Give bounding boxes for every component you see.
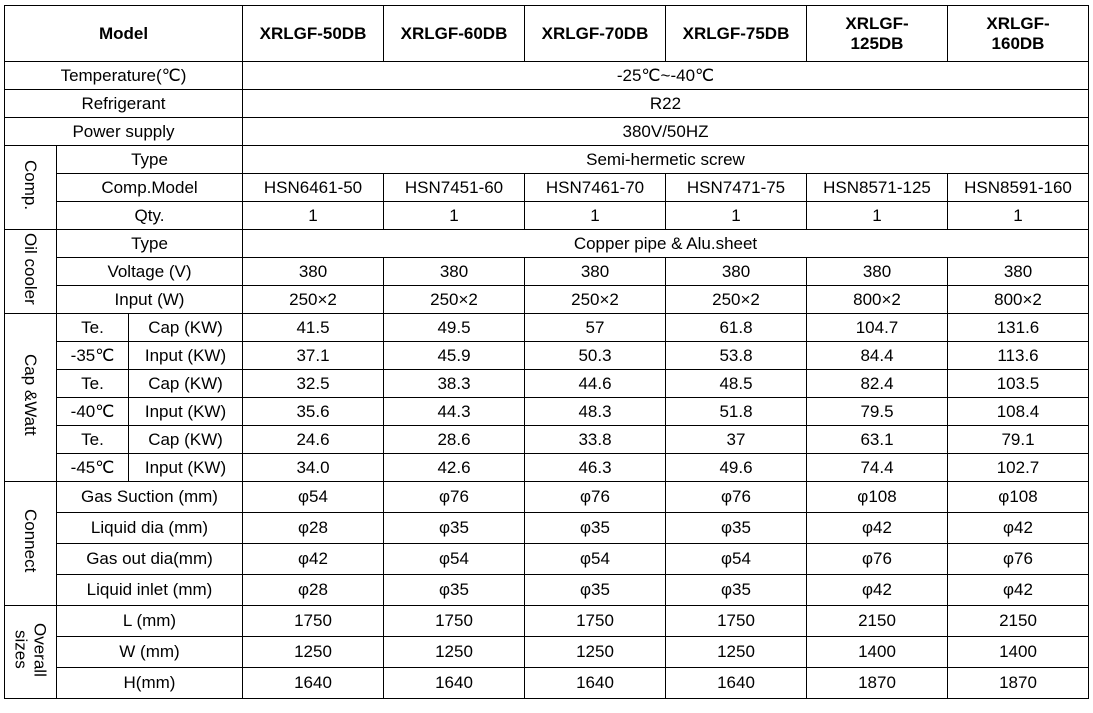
cell-value: HSN7461-70 <box>525 174 666 202</box>
row-label: Input (KW) <box>129 398 243 426</box>
cell-value: 1400 <box>948 637 1089 668</box>
row-label: Gas Suction (mm) <box>57 482 243 513</box>
cap-watt-group-label <box>5 314 57 482</box>
cell-value: 45.9 <box>384 342 525 370</box>
cell-value: 1 <box>525 202 666 230</box>
cell-value: φ76 <box>666 482 807 513</box>
cell-value: 102.7 <box>948 454 1089 482</box>
model-name: XRLGF-125DB <box>807 6 948 62</box>
cell-value: 48.5 <box>666 370 807 398</box>
table-row <box>5 482 1089 513</box>
table-row <box>5 146 1089 174</box>
cell-value: 63.1 <box>807 426 948 454</box>
cell-value: 1750 <box>525 606 666 637</box>
cell-value: 1750 <box>384 606 525 637</box>
te-temp: -40℃ <box>57 398 129 426</box>
cell-value: 79.1 <box>948 426 1089 454</box>
cell-value: 800×2 <box>807 286 948 314</box>
cell-value: HSN8571-125 <box>807 174 948 202</box>
cell-value: 74.4 <box>807 454 948 482</box>
cell-value: 1640 <box>243 668 384 699</box>
spec-table <box>4 5 1089 699</box>
row-label: Input (KW) <box>129 342 243 370</box>
te-temp: -35℃ <box>57 342 129 370</box>
cap-watt-group-text: Cap &Watt <box>21 354 40 436</box>
row-label: Voltage (V) <box>57 258 243 286</box>
cell-value: φ54 <box>525 544 666 575</box>
cell-value: 35.6 <box>243 398 384 426</box>
row-label: Liquid inlet (mm) <box>57 575 243 606</box>
cell-value: 51.8 <box>666 398 807 426</box>
table-row <box>5 314 1089 342</box>
cell-value: 250×2 <box>243 286 384 314</box>
model-name: XRLGF-160DB <box>948 6 1089 62</box>
cell-value: 800×2 <box>948 286 1089 314</box>
cell-value: 103.5 <box>948 370 1089 398</box>
header-row <box>5 6 1089 62</box>
row-label: Type <box>57 146 243 174</box>
cell-value: φ35 <box>525 513 666 544</box>
te-label: Te. <box>57 314 129 342</box>
row-label: Type <box>57 230 243 258</box>
cell-value: φ54 <box>243 482 384 513</box>
cell-value: 28.6 <box>384 426 525 454</box>
cell-value: 1 <box>384 202 525 230</box>
row-value: Copper pipe & Alu.sheet <box>243 230 1089 258</box>
row-value: 380V/50HZ <box>243 118 1089 146</box>
table-row <box>5 398 1089 426</box>
cell-value: 49.5 <box>384 314 525 342</box>
table-row <box>5 513 1089 544</box>
oil-cooler-group-label <box>5 230 57 314</box>
cell-value: 250×2 <box>666 286 807 314</box>
comp-group-label <box>5 146 57 230</box>
cell-value: 380 <box>948 258 1089 286</box>
cell-value: 84.4 <box>807 342 948 370</box>
table-row <box>5 174 1089 202</box>
table-row <box>5 230 1089 258</box>
cell-value: 1870 <box>948 668 1089 699</box>
cell-value: 1640 <box>384 668 525 699</box>
cell-value: φ76 <box>948 544 1089 575</box>
cell-value: 42.6 <box>384 454 525 482</box>
table-row <box>5 258 1089 286</box>
cell-value: 61.8 <box>666 314 807 342</box>
row-label: Refrigerant <box>5 90 243 118</box>
model-name: XRLGF-70DB <box>525 6 666 62</box>
cell-value: φ35 <box>384 513 525 544</box>
connect-group-label <box>5 482 57 606</box>
cell-value: φ42 <box>807 575 948 606</box>
table-row <box>5 202 1089 230</box>
cell-value: 53.8 <box>666 342 807 370</box>
cell-value: 82.4 <box>807 370 948 398</box>
cell-value: φ35 <box>666 575 807 606</box>
table-row <box>5 118 1089 146</box>
cell-value: 79.5 <box>807 398 948 426</box>
sizes-group-text: Overall sizes <box>11 622 50 677</box>
table-row <box>5 637 1089 668</box>
row-label: Liquid dia (mm) <box>57 513 243 544</box>
row-label: H(mm) <box>57 668 243 699</box>
cell-value: 380 <box>807 258 948 286</box>
cell-value: 250×2 <box>384 286 525 314</box>
cell-value: 1750 <box>243 606 384 637</box>
cell-value: 48.3 <box>525 398 666 426</box>
cell-value: φ35 <box>525 575 666 606</box>
te-label: Te. <box>57 370 129 398</box>
cell-value: 2150 <box>807 606 948 637</box>
cell-value: 104.7 <box>807 314 948 342</box>
cell-value: 1640 <box>525 668 666 699</box>
table-row <box>5 544 1089 575</box>
cell-value: 1 <box>807 202 948 230</box>
row-label: Input (KW) <box>129 454 243 482</box>
row-label: L (mm) <box>57 606 243 637</box>
cell-value: 49.6 <box>666 454 807 482</box>
cell-value: 44.6 <box>525 370 666 398</box>
cell-value: 46.3 <box>525 454 666 482</box>
te-label: Te. <box>57 426 129 454</box>
table-row <box>5 342 1089 370</box>
model-header: Model <box>5 6 243 62</box>
table-row <box>5 426 1089 454</box>
cell-value: 1400 <box>807 637 948 668</box>
row-label: W (mm) <box>57 637 243 668</box>
table-row <box>5 575 1089 606</box>
table-row <box>5 286 1089 314</box>
cell-value: φ42 <box>243 544 384 575</box>
cell-value: φ35 <box>666 513 807 544</box>
sizes-group-label <box>5 606 57 699</box>
table-row <box>5 668 1089 699</box>
cell-value: 1 <box>948 202 1089 230</box>
cell-value: HSN7471-75 <box>666 174 807 202</box>
cell-value: 1870 <box>807 668 948 699</box>
cell-value: φ28 <box>243 513 384 544</box>
cell-value: 24.6 <box>243 426 384 454</box>
cell-value: φ42 <box>948 513 1089 544</box>
table-row <box>5 370 1089 398</box>
row-label: Qty. <box>57 202 243 230</box>
cell-value: 1 <box>666 202 807 230</box>
table-row <box>5 62 1089 90</box>
table-row <box>5 606 1089 637</box>
cell-value: 41.5 <box>243 314 384 342</box>
cell-value: HSN6461-50 <box>243 174 384 202</box>
row-label: Comp.Model <box>57 174 243 202</box>
table-row <box>5 454 1089 482</box>
cell-value: φ108 <box>948 482 1089 513</box>
comp-group-text: Comp. <box>21 159 40 211</box>
cell-value: φ76 <box>807 544 948 575</box>
cell-value: 131.6 <box>948 314 1089 342</box>
te-temp: -45℃ <box>57 454 129 482</box>
connect-group-text: Connect <box>21 509 40 573</box>
table-row <box>5 90 1089 118</box>
row-label: Cap (KW) <box>129 426 243 454</box>
cell-value: φ42 <box>948 575 1089 606</box>
cell-value: 1250 <box>525 637 666 668</box>
cell-value: 44.3 <box>384 398 525 426</box>
row-label: Power supply <box>5 118 243 146</box>
cell-value: φ35 <box>384 575 525 606</box>
row-value: R22 <box>243 90 1089 118</box>
row-label: Gas out dia(mm) <box>57 544 243 575</box>
cell-value: 108.4 <box>948 398 1089 426</box>
row-label: Temperature(℃) <box>5 62 243 90</box>
model-name: XRLGF-50DB <box>243 6 384 62</box>
cell-value: 1250 <box>666 637 807 668</box>
cell-value: 2150 <box>948 606 1089 637</box>
cell-value: φ76 <box>525 482 666 513</box>
cell-value: 33.8 <box>525 426 666 454</box>
cell-value: 1640 <box>666 668 807 699</box>
model-name: XRLGF-75DB <box>666 6 807 62</box>
cell-value: 32.5 <box>243 370 384 398</box>
cell-value: 1750 <box>666 606 807 637</box>
cell-value: φ54 <box>384 544 525 575</box>
model-name: XRLGF-60DB <box>384 6 525 62</box>
row-value: -25℃~-40℃ <box>243 62 1089 90</box>
cell-value: 1250 <box>384 637 525 668</box>
cell-value: 1250 <box>243 637 384 668</box>
cell-value: 38.3 <box>384 370 525 398</box>
cell-value: 50.3 <box>525 342 666 370</box>
cell-value: 57 <box>525 314 666 342</box>
cell-value: 380 <box>243 258 384 286</box>
cell-value: φ42 <box>807 513 948 544</box>
row-value: Semi-hermetic screw <box>243 146 1089 174</box>
cell-value: φ76 <box>384 482 525 513</box>
cell-value: 380 <box>666 258 807 286</box>
cell-value: 37.1 <box>243 342 384 370</box>
row-label: Cap (KW) <box>129 370 243 398</box>
oil-cooler-group-text: Oil cooler <box>21 233 40 305</box>
cell-value: 34.0 <box>243 454 384 482</box>
cell-value: φ28 <box>243 575 384 606</box>
row-label: Cap (KW) <box>129 314 243 342</box>
cell-value: HSN7451-60 <box>384 174 525 202</box>
cell-value: φ54 <box>666 544 807 575</box>
cell-value: 1 <box>243 202 384 230</box>
row-label: Input (W) <box>57 286 243 314</box>
cell-value: 380 <box>525 258 666 286</box>
cell-value: φ108 <box>807 482 948 513</box>
cell-value: 250×2 <box>525 286 666 314</box>
cell-value: 37 <box>666 426 807 454</box>
cell-value: 113.6 <box>948 342 1089 370</box>
cell-value: HSN8591-160 <box>948 174 1089 202</box>
cell-value: 380 <box>384 258 525 286</box>
